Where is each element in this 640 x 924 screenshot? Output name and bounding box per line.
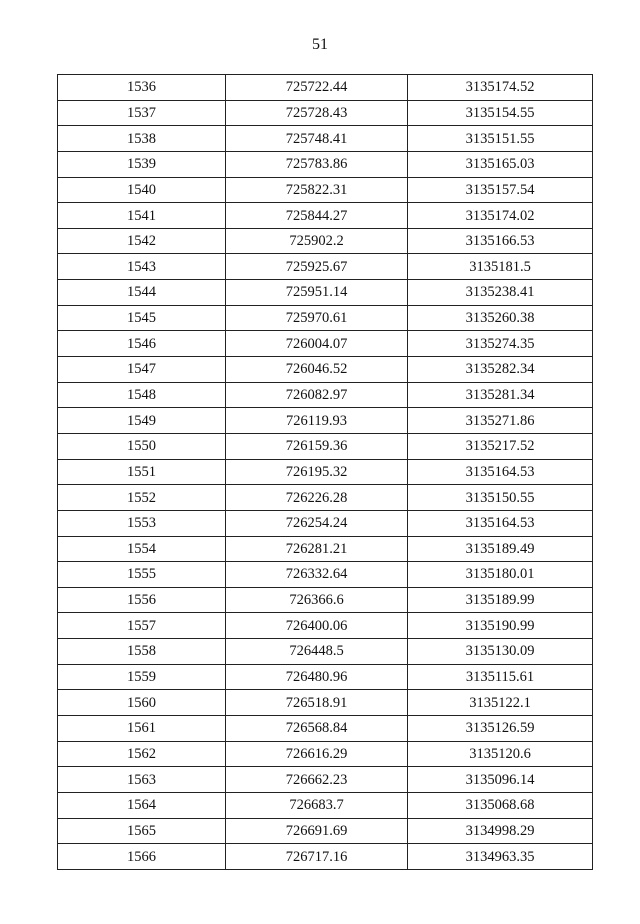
x-coordinate-cell: 725925.67 [226,254,408,280]
table-row [58,716,593,742]
table-row [58,382,593,408]
point-number-cell: 1560 [58,690,226,716]
point-number-cell: 1553 [58,510,226,536]
y-coordinate-cell: 3134963.35 [408,844,593,870]
y-coordinate-cell: 3135164.53 [408,510,593,536]
y-coordinate-cell: 3135130.09 [408,639,593,665]
x-coordinate-cell: 726366.6 [226,587,408,613]
y-coordinate-cell: 3135281.34 [408,382,593,408]
x-coordinate-cell: 725844.27 [226,203,408,229]
x-coordinate-cell: 726568.84 [226,716,408,742]
table-row [58,177,593,203]
point-number-cell: 1559 [58,664,226,690]
y-coordinate-cell: 3135274.35 [408,331,593,357]
point-number-cell: 1540 [58,177,226,203]
x-coordinate-cell: 726480.96 [226,664,408,690]
point-number-cell: 1565 [58,818,226,844]
table-row [58,280,593,306]
point-number-cell: 1562 [58,741,226,767]
point-number-cell: 1538 [58,126,226,152]
y-coordinate-cell: 3135189.99 [408,587,593,613]
point-number-cell: 1550 [58,433,226,459]
y-coordinate-cell: 3135154.55 [408,100,593,126]
y-coordinate-cell: 3135150.55 [408,485,593,511]
x-coordinate-cell: 725748.41 [226,126,408,152]
y-coordinate-cell: 3135157.54 [408,177,593,203]
point-number-cell: 1545 [58,305,226,331]
x-coordinate-cell: 726691.69 [226,818,408,844]
y-coordinate-cell: 3135189.49 [408,536,593,562]
y-coordinate-cell: 3135096.14 [408,767,593,793]
table-row [58,433,593,459]
point-number-cell: 1556 [58,587,226,613]
table-row [58,562,593,588]
x-coordinate-cell: 726400.06 [226,613,408,639]
x-coordinate-cell: 726448.5 [226,639,408,665]
point-number-cell: 1551 [58,459,226,485]
point-number-cell: 1555 [58,562,226,588]
x-coordinate-cell: 726004.07 [226,331,408,357]
y-coordinate-cell: 3135174.52 [408,75,593,101]
table-row [58,151,593,177]
table-row [58,818,593,844]
table-row [58,844,593,870]
x-coordinate-cell: 726046.52 [226,357,408,383]
point-number-cell: 1548 [58,382,226,408]
x-coordinate-cell: 725822.31 [226,177,408,203]
x-coordinate-cell: 726518.91 [226,690,408,716]
x-coordinate-cell: 726159.36 [226,433,408,459]
y-coordinate-cell: 3135068.68 [408,792,593,818]
table-row [58,741,593,767]
y-coordinate-cell: 3135260.38 [408,305,593,331]
table-row [58,536,593,562]
point-number-cell: 1561 [58,716,226,742]
point-number-cell: 1557 [58,613,226,639]
y-coordinate-cell: 3135165.03 [408,151,593,177]
x-coordinate-cell: 725951.14 [226,280,408,306]
point-number-cell: 1564 [58,792,226,818]
x-coordinate-cell: 726683.7 [226,792,408,818]
x-coordinate-cell: 726226.28 [226,485,408,511]
x-coordinate-cell: 726281.21 [226,536,408,562]
y-coordinate-cell: 3135238.41 [408,280,593,306]
table-row [58,126,593,152]
point-number-cell: 1552 [58,485,226,511]
x-coordinate-cell: 726119.93 [226,408,408,434]
y-coordinate-cell: 3135166.53 [408,228,593,254]
point-number-cell: 1546 [58,331,226,357]
table-row [58,613,593,639]
point-number-cell: 1544 [58,280,226,306]
table-row [58,357,593,383]
x-coordinate-cell: 726332.64 [226,562,408,588]
table-row [58,254,593,280]
y-coordinate-cell: 3135126.59 [408,716,593,742]
table-row [58,792,593,818]
point-number-cell: 1537 [58,100,226,126]
y-coordinate-cell: 3135217.52 [408,433,593,459]
table-row [58,639,593,665]
y-coordinate-cell: 3135115.61 [408,664,593,690]
point-number-cell: 1566 [58,844,226,870]
y-coordinate-cell: 3135180.01 [408,562,593,588]
y-coordinate-cell: 3135164.53 [408,459,593,485]
table-row [58,75,593,101]
x-coordinate-cell: 726254.24 [226,510,408,536]
y-coordinate-cell: 3134998.29 [408,818,593,844]
x-coordinate-cell: 725902.2 [226,228,408,254]
table-row [58,100,593,126]
table-row [58,485,593,511]
table-row [58,587,593,613]
x-coordinate-cell: 726616.29 [226,741,408,767]
y-coordinate-cell: 3135271.86 [408,408,593,434]
table-row [58,408,593,434]
point-number-cell: 1542 [58,228,226,254]
table-row [58,228,593,254]
table-body [58,75,593,870]
y-coordinate-cell: 3135174.02 [408,203,593,229]
table-row [58,305,593,331]
x-coordinate-cell: 725728.43 [226,100,408,126]
y-coordinate-cell: 3135151.55 [408,126,593,152]
point-number-cell: 1558 [58,639,226,665]
point-number-cell: 1536 [58,75,226,101]
table-row [58,331,593,357]
x-coordinate-cell: 726195.32 [226,459,408,485]
table-row [58,664,593,690]
y-coordinate-cell: 3135120.6 [408,741,593,767]
table-row [58,690,593,716]
coordinates-table [57,74,593,870]
y-coordinate-cell: 3135282.34 [408,357,593,383]
point-number-cell: 1541 [58,203,226,229]
point-number-cell: 1547 [58,357,226,383]
point-number-cell: 1563 [58,767,226,793]
table-row [58,203,593,229]
page-number: 51 [312,36,328,53]
x-coordinate-cell: 725783.86 [226,151,408,177]
x-coordinate-cell: 725722.44 [226,75,408,101]
table-row [58,459,593,485]
point-number-cell: 1543 [58,254,226,280]
y-coordinate-cell: 3135190.99 [408,613,593,639]
x-coordinate-cell: 726082.97 [226,382,408,408]
x-coordinate-cell: 726662.23 [226,767,408,793]
point-number-cell: 1554 [58,536,226,562]
x-coordinate-cell: 726717.16 [226,844,408,870]
y-coordinate-cell: 3135122.1 [408,690,593,716]
table-row [58,767,593,793]
x-coordinate-cell: 725970.61 [226,305,408,331]
point-number-cell: 1549 [58,408,226,434]
table-row [58,510,593,536]
point-number-cell: 1539 [58,151,226,177]
y-coordinate-cell: 3135181.5 [408,254,593,280]
